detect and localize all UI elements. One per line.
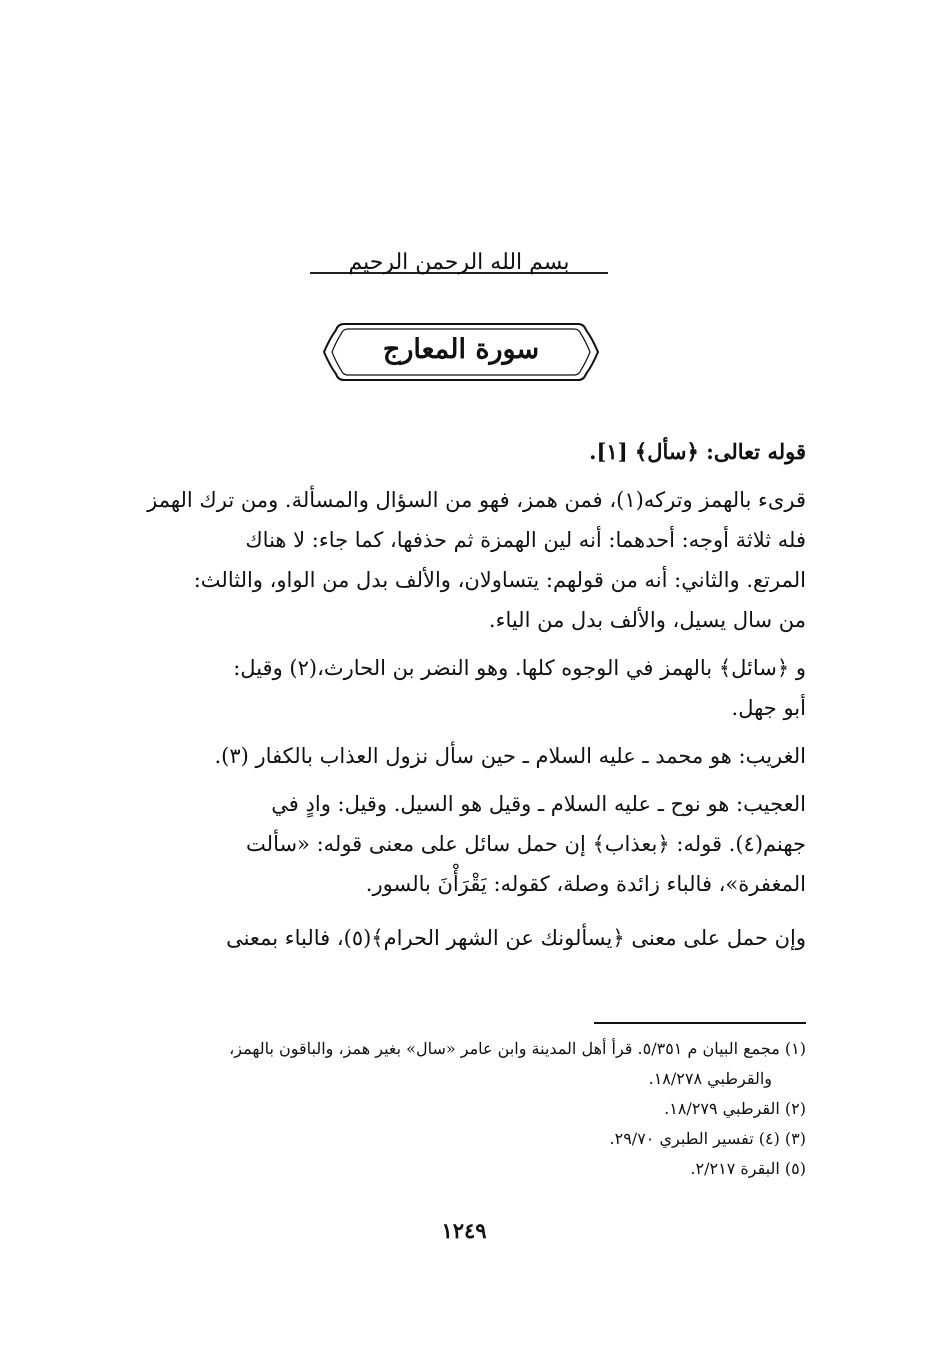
footnote-1: (١) مجمع البيان م ٥/٣٥١. قرأ أهل المدينة وابن عامر «سال» بغير همز، والباقون بالهمز، [229,1039,806,1058]
paragraph-line: فله ثلاثة أوجه: أحدهما: أنه لين الهمزة ثم حذفها، كما جاء: لا هناك [245,528,806,552]
footnote-3-4: (٣) (٤) تفسير الطبري ٢٩/٧٠. [609,1129,806,1148]
footnote-divider [594,1022,806,1024]
main-text [118,432,806,958]
paragraph-line: جهنم(٤). قوله: ﴿بعذاب﴾ إن حمل سائل على معنى قوله: «سألت [246,832,806,856]
paragraph-line: أبو جهل. [731,696,806,720]
footnote-1-cont: والقرطبي ١٨/٢٧٨. [648,1069,772,1088]
paragraph-line: المرتع. والثاني: أنه من قولهم: يتساولان، والألف بدل من الواو، والثالث: [193,568,806,592]
paragraph-line: العجيب: هو نوح ـ عليه السلام ـ وقيل هو السيل. وقيل: وادٍ في [271,792,806,816]
paragraph-line: المغفرة»، فالباء زائدة وصلة، كقوله: يَقْرَأْنَ بالسور. [365,872,806,896]
surah-title: سورة المعارج [382,334,540,365]
footnote-5: (٥) البقرة ٢/٢١٧. [690,1159,806,1178]
footnotes [116,1034,806,1184]
paragraph-line: قرىء بالهمز وتركه(١)، فمن همز، فهو من السؤال والمسألة. ومن ترك الهمز [147,488,806,512]
basmala-header [300,250,618,290]
paragraph-line: من سال يسيل، والألف بدل من الياء. [488,608,806,632]
basmala-text: بسم الله الرحمن الرحيم [348,250,570,275]
paragraph-line: الغريب: هو محمد ـ عليه السلام ـ حين سأل نزول العذاب بالكفار (٣). [214,744,806,768]
surah-title-frame [322,320,600,384]
paragraph-line: وإن حمل على معنى ﴿يسألونك عن الشهر الحرام﴾(٥)، فالباء بمعنى [226,926,806,950]
page-number: ١٢٤٩ [441,1218,487,1243]
paragraph-line: و ﴿سائل﴾ بالهمز في الوجوه كلها. وهو النضر بن الحارث،(٢) وقيل: [233,656,806,680]
verse-heading: قوله تعالى: ﴿سأل﴾ [١]. [589,439,806,464]
footnote-2: (٢) القرطبي ١٨/٢٧٩. [664,1099,806,1118]
